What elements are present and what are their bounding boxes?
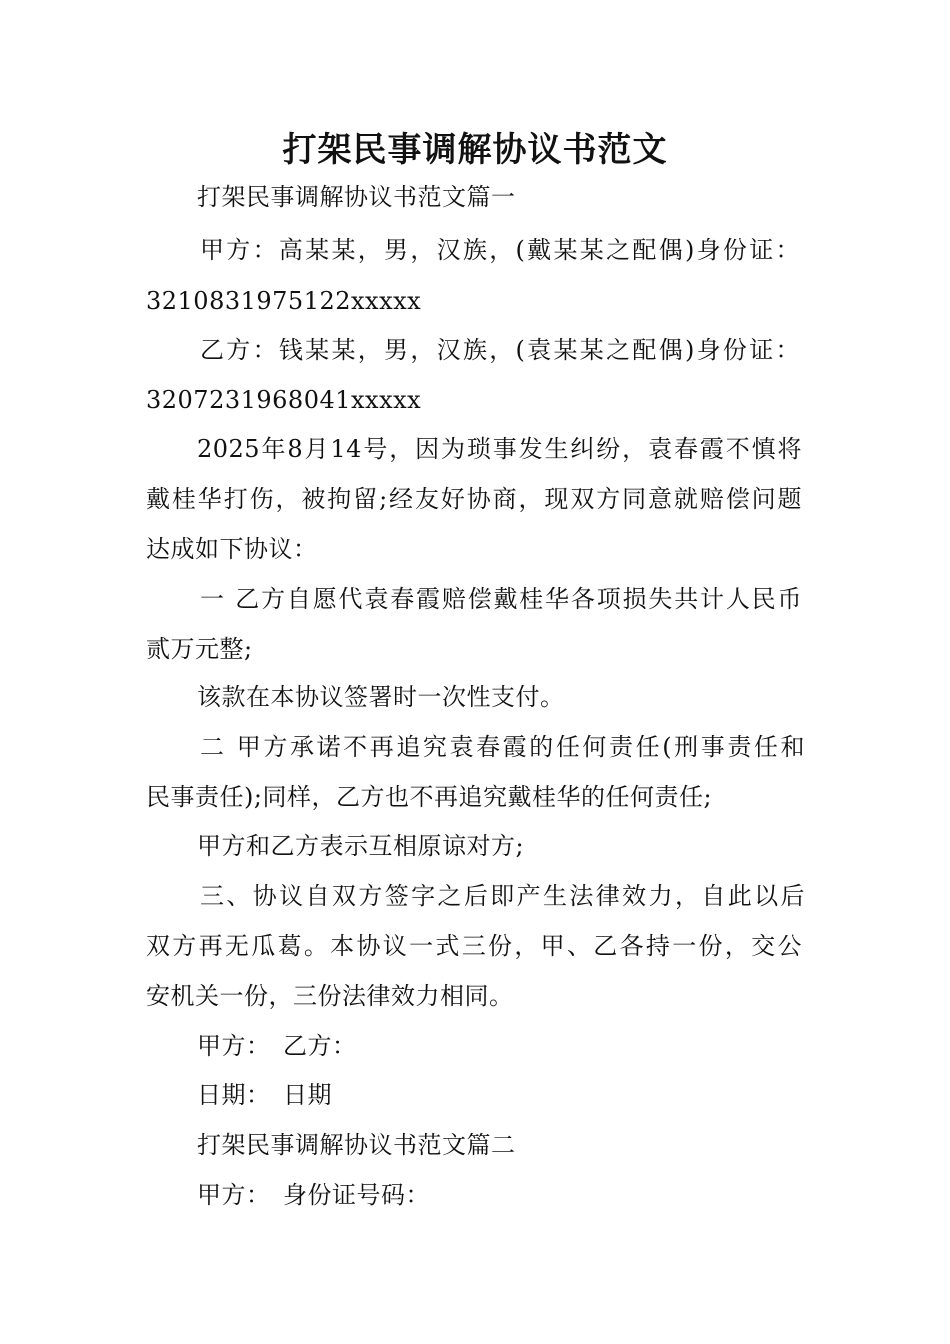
party-b-id: 3207231968041xxxxx	[146, 386, 422, 414]
paragraph-line: 达成如下协议：	[146, 535, 318, 563]
signature-line: 甲方： 乙方：	[197, 1032, 357, 1060]
clause-2-line: 二 甲方承诺不再追究袁春霞的任何责任(刑事责任和	[200, 733, 805, 761]
section-heading-2: 打架民事调解协议书范文篇二	[197, 1131, 516, 1159]
paragraph-line: 戴桂华打伤，被拘留;经友好协商，现双方同意就赔偿问题	[146, 485, 802, 513]
party-a-line: 甲方：高某某，男，汉族，(戴某某之配偶)身份证：	[200, 236, 800, 264]
clause-3-line: 双方再无瓜葛。本协议一式三份，甲、乙各持一份，交公	[146, 932, 802, 960]
date-line: 日期： 日期	[197, 1081, 332, 1109]
clause-3-line: 三、协议自双方签字之后即产生法律效力，自此以后	[200, 882, 805, 910]
clause-2-line: 民事责任);同样，乙方也不再追究戴桂华的任何责任;	[146, 783, 713, 811]
clause-2-forgive: 甲方和乙方表示互相原谅对方;	[197, 832, 525, 860]
clause-3-line: 安机关一份，三份法律效力相同。	[146, 982, 514, 1010]
section-heading-1: 打架民事调解协议书范文篇一	[197, 183, 516, 211]
clause-1-payment: 该款在本协议签署时一次性支付。	[197, 683, 565, 711]
party-a-id: 3210831975122xxxxx	[146, 287, 422, 315]
party-b-line: 乙方：钱某某，男，汉族，(袁某某之配偶)身份证：	[200, 336, 800, 364]
clause-1-line: 一 乙方自愿代袁春霞赔偿戴桂华各项损失共计人民币	[200, 585, 802, 613]
paragraph-line: 2025年8月14号，因为琐事发生纠纷，袁春霞不慎将	[197, 435, 802, 463]
party-a-line-2: 甲方： 身份证号码：	[197, 1181, 430, 1209]
document-title: 打架民事调解协议书范文	[282, 130, 668, 170]
clause-1-line: 贰万元整;	[146, 635, 253, 663]
